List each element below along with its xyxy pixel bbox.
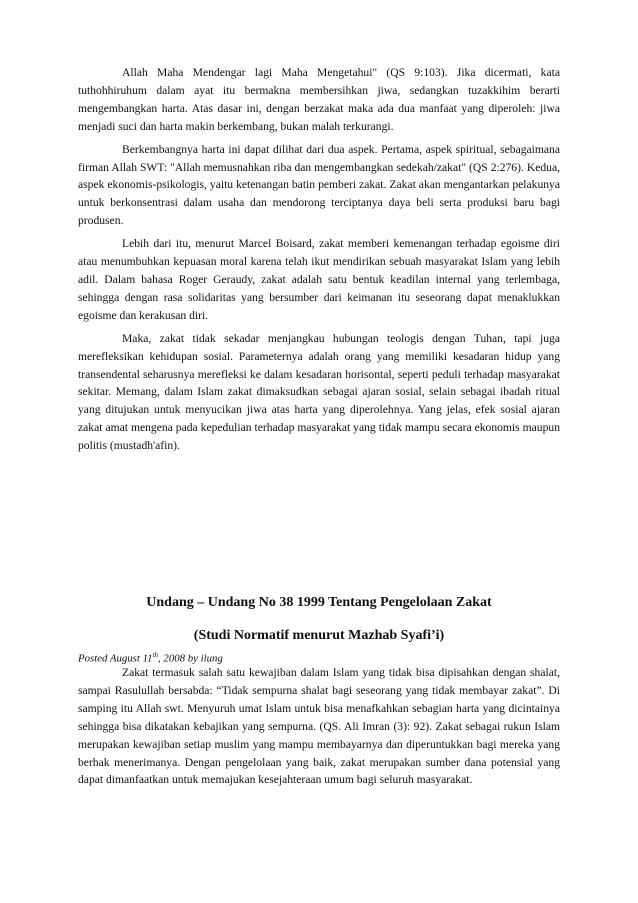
paragraph-4: Maka, zakat tidak sekadar menjangkau hubungan teologis dengan Tuhan, tapi juga merefleksikan kehidupan sosial. Parameternya adalah orang yang memiliki kesadaran hidup yang transendental seharusnya merefleksi ke dalam kesadaran horisontal, seperti peduli terhadap masyarakat sekitar. Memang, dalam Islam zakat dimaksudkan sebagai ajaran sosial, selain sebagai ibadah ritual yang ditujukan untuk menyucikan jiwa atas harta yang diperolehnya. Yang jelas, efek sosial ajaran zakat amat mengena pada kepedulian terhadap masyarakat yang tidak mampu secara ekonomis maupun politis (mustadh'afin).	[78, 331, 560, 453]
paragraph-1: Allah Maha Mendengar lagi Maha Mengetahui" (QS 9:103). Jika dicermati, kata tuthohhiruhum dalam ayat itu bermakna membersihkan jiwa, sedangkan tuzakkihim berarti mengembangkan harta. Atas dasar ini, dengan berzakat maka ada dua manfaat yang diperoleh: jiwa menjadi suci dan harta makin berkembang, bukan malah terkurangi.	[78, 66, 560, 133]
paragraph-5: Zakat termasuk salah satu kewajiban dalam Islam yang tidak bisa dipisahkan dengan shalat, sampai Rasulullah bersabda: “Tidak sempurna shalat bagi seseorang yang tidak membayar zakat”. Di samping itu Allah swt. Menyuruh umat Islam untuk bisa menafkahkan sebagian harta yang dicintainya sehingga bisa dikatakan kebajikan yang sempurna. (QS. Ali Imran (3): 92). Zakat sebagai rukun Islam merupakan kewajiban setiap muslim yang mampu membayarnya dan diperuntukkan bagi mereka yang berhak menerimanya. Dengan pengelolaan yang baik, zakat merupakan sumber dana potensial yang dapat dimanfaatkan untuk memajukan kesejahteraan umum bagi seluruh masyarakat.	[78, 666, 560, 787]
article-body	[78, 64, 560, 455]
paragraph-3: Lebih dari itu, menurut Marcel Boisard, zakat memberi kemenangan terhadap egoisme diri atau menumbuhkan kepuasan moral karena telah ikut mendirikan sebuah masyarakat Islam yang lebih adil. Dalam bahasa Roger Geraudy, zakat adalah satu bentuk keadilan internal yang terlembaga, sehingga dengan rasa solidaritas yang bersumber dari keimanan itu seseorang dapat menaklukkan egoisme dan kerakusan diri.	[78, 237, 560, 322]
section-title: Undang – Undang No 38 1999 Tentang Pengelolaan Zakat	[146, 595, 492, 610]
article-body-2	[78, 664, 560, 789]
post-meta	[78, 648, 560, 666]
section-subtitle: (Studi Normatif menurut Mazhab Syafi’i)	[193, 628, 445, 643]
post-date-prefix: Posted August 11	[78, 652, 153, 665]
post-author: , 2008 by ilung	[158, 652, 223, 665]
paragraph-2: Berkembangnya harta ini dapat dilihat dari dua aspek. Pertama, aspek spiritual, sebagaimana firman Allah SWT: "Allah memusnahkan riba dan mengembangkan sedekah/zakat" (QS 2:276). Kedua, aspek ekonomis-psikologis, yaitu ketenangan batin pemberi zakat. Zakat akan mengantarkan pelakunya untuk berkonsentrasi dalam usaha dan mendorong terciptanya daya beli serta produksi baru bagi produsen.	[78, 142, 560, 228]
post-date-suffix-sup: th	[152, 651, 159, 659]
